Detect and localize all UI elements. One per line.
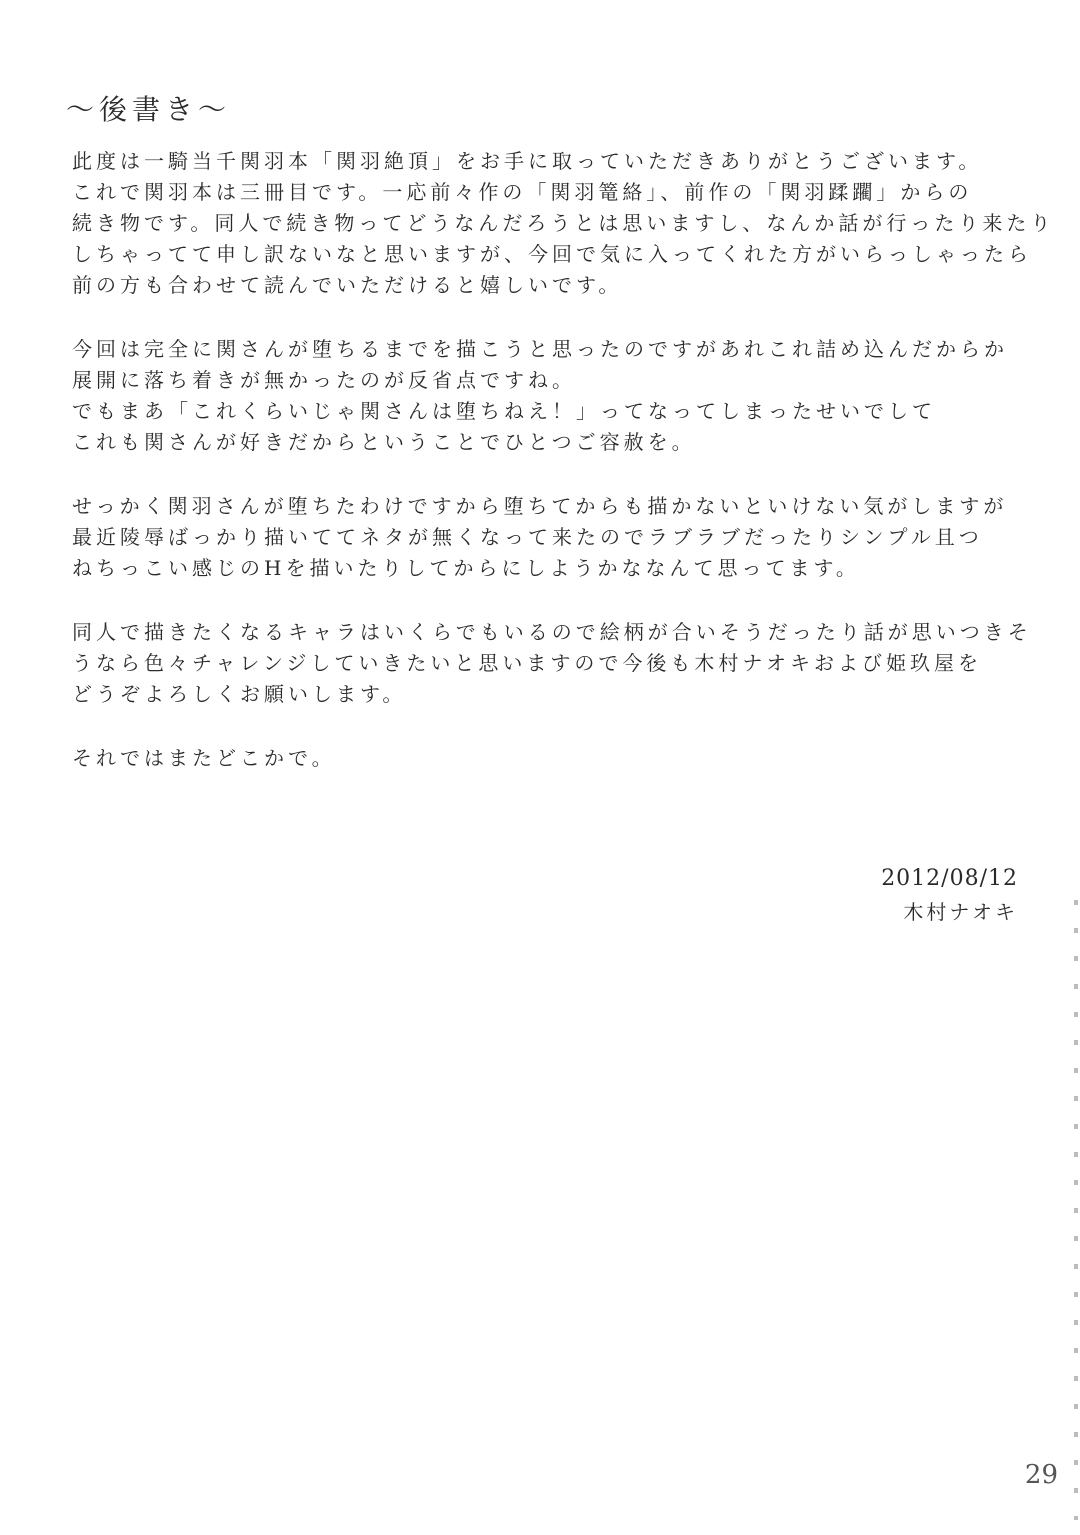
text-line: でもまあ「これくらいじゃ関さんは堕ちねえ！」ってなってしまったせいでして (72, 399, 936, 423)
paragraph-future (72, 617, 1032, 710)
text-line: 前の方も合わせて読んでいただけると嬉しいです。 (72, 273, 623, 297)
scan-binding-edge (1074, 900, 1078, 1520)
text-line: 今回は完全に関さんが堕ちるまでを描こうと思ったのですがあれこれ詰め込んだからか (72, 337, 1008, 361)
text-line: せっかく関羽さんが堕ちたわけですから堕ちてからも描かないといけない気がしますが (72, 494, 1008, 518)
text-line: 此度は一騎当千関羽本「関羽絶頂」をお手に取っていただきありがとうございます。 (72, 149, 983, 173)
page-number: 29 (1024, 1460, 1058, 1490)
text-line: それではまたどこかで。 (72, 746, 336, 770)
text-line: 続き物です。同人で続き物ってどうなんだろうとは思いますし、なんか話が行ったり来たり (72, 211, 1055, 235)
afterword-heading: ～後書き～ (66, 93, 232, 126)
text-line: 同人で描きたくなるキャラはいくらでもいるので絵柄が合いそうだったり話が思いつきそ (72, 620, 1032, 644)
afterword-body (72, 146, 1055, 807)
signature-block (881, 862, 1018, 928)
signature-author: 木村ナオキ (903, 900, 1018, 924)
text-line: しちゃってて申し訳ないなと思いますが、今回で気に入ってくれた方がいらっしゃったら (72, 242, 1032, 266)
paragraph-closing (72, 743, 1032, 774)
text-line: うなら色々チャレンジしていきたいと思いますので今後も木村ナオキおよび姫玖屋を (72, 651, 982, 675)
text-line: これで関羽本は三冊目です。一応前々作の「関羽篭絡」、前作の「関羽蹂躙」からの (72, 180, 973, 204)
text-line: 展開に落ち着きが無かったのが反省点ですね。 (72, 368, 576, 392)
text-line: 最近陵辱ばっかり描いててネタが無くなって来たのでラブラブだったりシンプル且つ (72, 525, 983, 549)
paragraph-reflection (72, 334, 1032, 458)
text-line: これも関さんが好きだからということでひとつご容赦を。 (72, 430, 696, 454)
paragraph-thanks (72, 146, 1055, 301)
text-line: ねちっこい感じのHを描いたりしてからにしようかななんて思ってます。 (72, 556, 860, 580)
text-line: どうぞよろしくお願いします。 (72, 682, 407, 706)
paragraph-plans (72, 491, 1032, 584)
signature-date: 2012/08/12 (881, 866, 1018, 891)
